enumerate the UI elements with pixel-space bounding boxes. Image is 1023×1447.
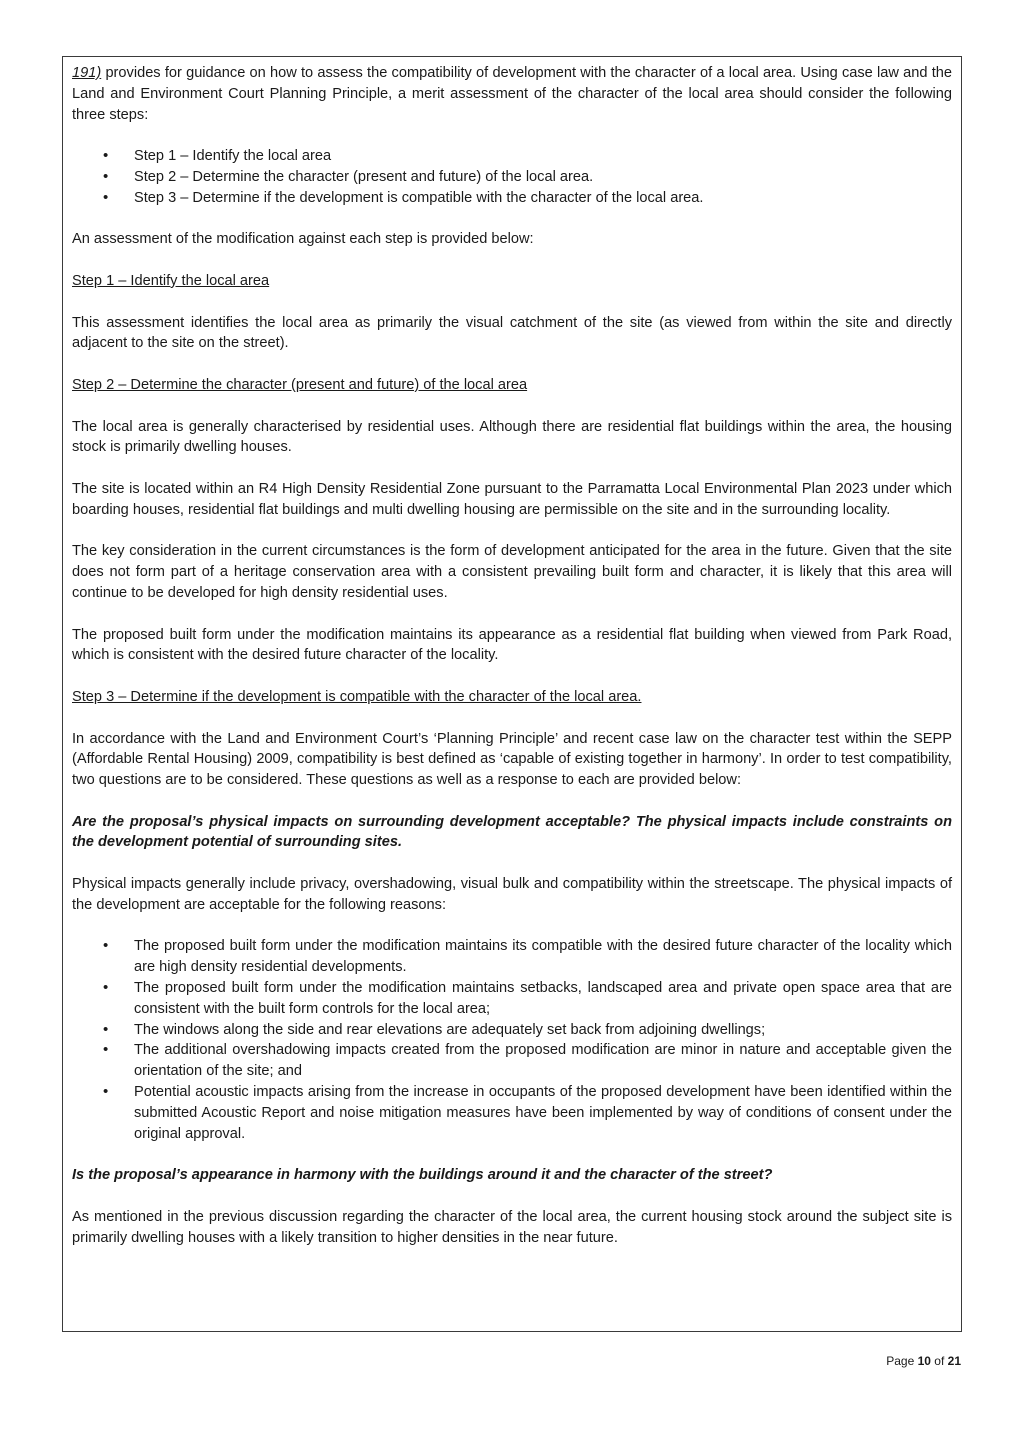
list-item: • The proposed built form under the modification maintains its compatible with the desired future character of the locality which are high density residential developments. [134, 936, 952, 978]
step2-heading: Step 2 – Determine the character (present and future) of the local area [72, 376, 528, 393]
question1-heading: Are the proposal’s physical impacts on surrounding development acceptable? The physical impacts include constraints on the development potential of surrounding sites. [72, 813, 952, 851]
question2-heading: Is the proposal’s appearance in harmony with the buildings around it and the character of the street? [72, 1167, 773, 1184]
list-item: • The windows along the side and rear elevations are adequately set back from adjoining dwellings; [134, 1020, 952, 1041]
question1-answer: Physical impacts generally include privacy, overshadowing, visual bulk and compatibility within the streetscape. The physical impacts of the development are acceptable for the following reasons: [72, 876, 952, 913]
content-box [62, 56, 962, 1332]
list-item: • Step 3 – Determine if the development is compatible with the character of the local area. [134, 188, 952, 209]
intro-paragraph [72, 63, 952, 125]
total-pages: 21 [947, 1354, 961, 1368]
reasons-list [72, 936, 952, 1144]
step3-heading: Step 3 – Determine if the development is compatible with the character of the local area. [72, 688, 642, 705]
list-item: • Step 2 – Determine the character (present and future) of the local area. [134, 167, 952, 188]
list-item: • Step 1 – Identify the local area [134, 146, 952, 167]
step2-paragraph: The site is located within an R4 High Density Residential Zone pursuant to the Parramatta Local Environmental Plan 2023 under which boarding houses, residential flat buildings and multi dwelling housing are permissible on the site and in the surrounding locality. [72, 480, 952, 518]
step1-paragraph: This assessment identifies the local area as primarily the visual catchment of the site (as viewed from within the site and directly adjacent to the site on the street). [72, 314, 952, 352]
list-item: • The proposed built form under the modification maintains setbacks, landscaped area and private open space area that are consistent with the built form controls for the local area; [134, 978, 952, 1020]
step2-paragraph: The local area is generally characterised by residential uses. Although there are residential flat buildings within the area, the housing stock is primarily dwelling houses. [72, 418, 952, 456]
step2-paragraph: The key consideration in the current circumstances is the form of development anticipated for the area in the future. Given that the site does not form part of a heritage conservation area with a consistent prevailing built form and character, it is likely that this area will continue to be developed for high density residential uses. [72, 543, 952, 601]
page-footer [886, 1354, 961, 1368]
list-item: • Potential acoustic impacts arising from the increase in occupants of the proposed development have been identified within the submitted Acoustic Report and noise mitigation measures have been implemented by way of conditions of consent under the original approval. [134, 1082, 952, 1144]
assessment-intro: An assessment of the modification against each step is provided below: [72, 231, 534, 248]
of-label: of [930, 1354, 948, 1368]
step1-heading: Step 1 – Identify the local area [72, 272, 270, 289]
question2-answer: As mentioned in the previous discussion regarding the character of the local area, the current housing stock around the subject site is primarily dwelling houses with a likely transition to higher densities in the near future. [72, 1208, 952, 1246]
page-label: Page [886, 1354, 918, 1368]
step2-paragraph: The proposed built form under the modification maintains its appearance as a residential flat building when viewed from Park Road, which is consistent with the desired future character of the locality. [72, 626, 952, 664]
step3-paragraph: In accordance with the Land and Environment Court’s ‘Planning Principle’ and recent case law on the character test within the SEPP (Affordable Rental Housing) 2009, compatibility is best defined as ‘capable of existing together in harmony’. In order to test compatibility, two questions are to be considered. These questions as well as a response to each are provided below: [72, 730, 952, 789]
intro-reference: 191) [72, 65, 102, 81]
page-number: 10 [917, 1354, 931, 1368]
intro-text: provides for guidance on how to assess the compatibility of development with the character of a local area. Using case law and the Land and Environment Court Planning Principle, a merit assessment of the character of the local area should consider the following three steps: [72, 65, 952, 123]
steps-list [72, 146, 952, 208]
list-item: • The additional overshadowing impacts created from the proposed modification are minor in nature and acceptable given the orientation of the site; and [134, 1040, 952, 1082]
